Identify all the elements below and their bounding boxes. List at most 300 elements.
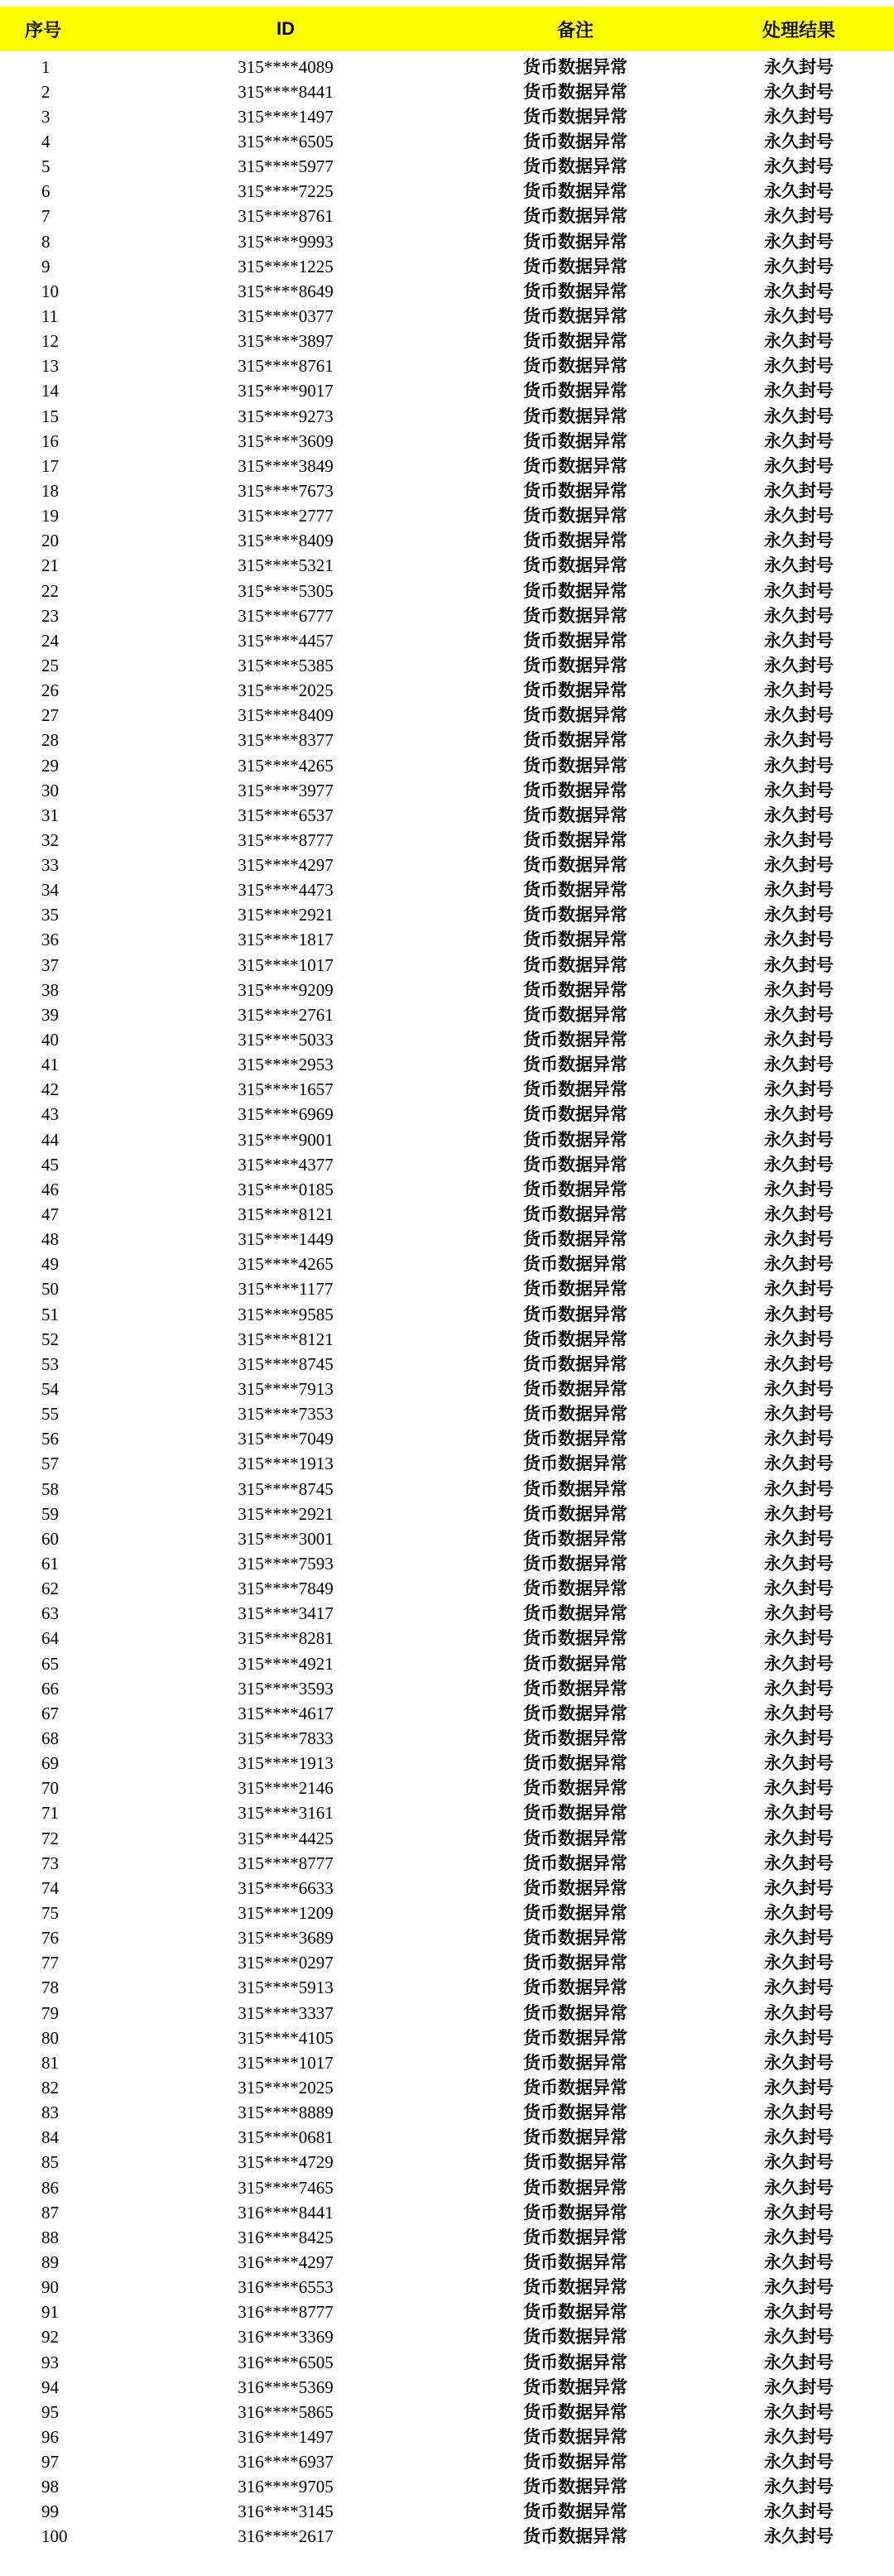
row-id: 315****1657 bbox=[238, 1079, 334, 1100]
table-row bbox=[0, 2525, 894, 2550]
row-number: 83 bbox=[41, 2103, 59, 2123]
row-result: 永久封号 bbox=[764, 1104, 834, 1125]
row-number: 25 bbox=[41, 655, 59, 675]
row-number: 47 bbox=[41, 1204, 59, 1225]
row-result: 永久封号 bbox=[764, 1877, 834, 1898]
row-number: 62 bbox=[41, 1579, 59, 1599]
table-row bbox=[0, 304, 894, 329]
row-id: 315****0185 bbox=[238, 1179, 334, 1199]
row-id: 315****8409 bbox=[238, 705, 334, 726]
table-row bbox=[0, 1027, 894, 1052]
table-row bbox=[0, 2075, 894, 2100]
row-result: 永久封号 bbox=[764, 305, 834, 326]
row-note: 货币数据异常 bbox=[523, 231, 627, 252]
table-row bbox=[0, 1152, 894, 1177]
table-row bbox=[0, 1502, 894, 1526]
row-note: 货币数据异常 bbox=[523, 1004, 627, 1025]
row-number: 86 bbox=[41, 2177, 59, 2198]
row-result: 永久封号 bbox=[764, 56, 834, 77]
row-note: 货币数据异常 bbox=[523, 880, 627, 901]
row-note: 货币数据异常 bbox=[523, 1079, 627, 1100]
table-row bbox=[0, 2101, 894, 2126]
row-result: 永久封号 bbox=[764, 1304, 834, 1324]
row-id: 315****1497 bbox=[238, 106, 334, 127]
row-result: 永久封号 bbox=[764, 2027, 834, 2048]
row-note: 货币数据异常 bbox=[523, 356, 627, 377]
row-result: 永久封号 bbox=[764, 206, 834, 227]
row-number: 30 bbox=[41, 780, 59, 800]
table-row bbox=[0, 1826, 894, 1851]
row-number: 72 bbox=[41, 1828, 59, 1848]
row-note: 货币数据异常 bbox=[523, 1853, 627, 1873]
row-note: 货币数据异常 bbox=[523, 1753, 627, 1774]
row-note: 货币数据异常 bbox=[523, 156, 627, 177]
table-row bbox=[0, 329, 894, 354]
row-number: 87 bbox=[41, 2202, 59, 2223]
row-result: 永久封号 bbox=[764, 531, 834, 551]
row-id: 315****9585 bbox=[238, 1304, 334, 1324]
row-number: 18 bbox=[41, 480, 59, 501]
row-note: 货币数据异常 bbox=[523, 1603, 627, 1624]
row-note: 货币数据异常 bbox=[523, 555, 627, 576]
row-result: 永久封号 bbox=[764, 2352, 834, 2372]
row-number: 64 bbox=[41, 1628, 59, 1649]
table-row bbox=[0, 2001, 894, 2026]
table-row bbox=[0, 1427, 894, 1452]
row-result: 永久封号 bbox=[764, 2377, 834, 2397]
row-number: 93 bbox=[41, 2352, 59, 2372]
row-number: 58 bbox=[41, 1478, 59, 1499]
row-id: 315****3897 bbox=[238, 331, 334, 352]
row-id: 315****4105 bbox=[238, 2027, 334, 2048]
row-note: 货币数据异常 bbox=[523, 1154, 627, 1175]
row-number: 16 bbox=[41, 430, 59, 451]
row-id: 315****4457 bbox=[238, 630, 334, 651]
row-id: 315****8889 bbox=[238, 2103, 334, 2123]
row-id: 316****5369 bbox=[238, 2377, 334, 2397]
row-number: 66 bbox=[41, 1678, 59, 1699]
row-number: 54 bbox=[41, 1379, 59, 1400]
row-note: 货币数据异常 bbox=[523, 1429, 627, 1449]
header-id: ID bbox=[276, 18, 295, 39]
row-result: 永久封号 bbox=[764, 1953, 834, 1973]
row-id: 316****4297 bbox=[238, 2252, 334, 2272]
table-row bbox=[0, 1651, 894, 1676]
table-row bbox=[0, 354, 894, 379]
row-id: 315****5321 bbox=[238, 555, 334, 576]
row-id: 315****9273 bbox=[238, 406, 334, 426]
table-row bbox=[0, 254, 894, 279]
table-row bbox=[0, 2026, 894, 2050]
row-result: 永久封号 bbox=[764, 1478, 834, 1499]
row-id: 315****5305 bbox=[238, 580, 334, 601]
row-id: 315****1817 bbox=[238, 930, 334, 950]
row-id: 315****8121 bbox=[238, 1204, 334, 1225]
table-row bbox=[0, 978, 894, 1002]
row-result: 永久封号 bbox=[764, 1653, 834, 1674]
row-note: 货币数据异常 bbox=[523, 1803, 627, 1824]
row-number: 44 bbox=[41, 1129, 59, 1150]
row-id: 316****9705 bbox=[238, 2477, 334, 2497]
row-number: 6 bbox=[41, 181, 50, 202]
row-note: 货币数据异常 bbox=[523, 181, 627, 202]
row-result: 永久封号 bbox=[764, 580, 834, 601]
row-number: 39 bbox=[41, 1004, 59, 1025]
row-note: 货币数据异常 bbox=[523, 1728, 627, 1748]
row-id: 315****4473 bbox=[238, 880, 334, 901]
row-result: 永久封号 bbox=[764, 1254, 834, 1275]
row-number: 15 bbox=[41, 406, 59, 426]
table-row bbox=[0, 1103, 894, 1127]
table-row bbox=[0, 679, 894, 704]
row-id: 315****2146 bbox=[238, 1778, 334, 1799]
table-row bbox=[0, 2350, 894, 2375]
row-id: 316****6553 bbox=[238, 2277, 334, 2298]
row-note: 货币数据异常 bbox=[523, 1030, 627, 1050]
row-note: 货币数据异常 bbox=[523, 1478, 627, 1499]
row-result: 永久封号 bbox=[764, 1179, 834, 1199]
table-row bbox=[0, 2050, 894, 2075]
row-note: 货币数据异常 bbox=[523, 1703, 627, 1723]
row-number: 37 bbox=[41, 954, 59, 975]
table-row bbox=[0, 1901, 894, 1925]
table-row bbox=[0, 1926, 894, 1951]
row-id: 315****6777 bbox=[238, 605, 334, 626]
row-result: 永久封号 bbox=[764, 954, 834, 975]
row-note: 货币数据异常 bbox=[523, 1353, 627, 1374]
table-row bbox=[0, 953, 894, 978]
row-id: 315****5977 bbox=[238, 156, 334, 177]
row-number: 76 bbox=[41, 1928, 59, 1949]
table-row bbox=[0, 828, 894, 853]
row-note: 货币数据异常 bbox=[523, 1129, 627, 1150]
row-result: 永久封号 bbox=[764, 1554, 834, 1574]
row-note: 货币数据异常 bbox=[523, 1628, 627, 1649]
row-number: 57 bbox=[41, 1454, 59, 1474]
row-id: 315****2761 bbox=[238, 1004, 334, 1025]
row-number: 92 bbox=[41, 2327, 59, 2348]
row-number: 19 bbox=[41, 506, 59, 526]
table-row bbox=[0, 2151, 894, 2175]
row-result: 永久封号 bbox=[764, 930, 834, 950]
row-id: 315****7353 bbox=[238, 1404, 334, 1425]
row-id: 315****7849 bbox=[238, 1579, 334, 1599]
row-id: 315****8761 bbox=[238, 206, 334, 227]
row-number: 4 bbox=[41, 131, 50, 151]
row-id: 316****8441 bbox=[238, 2202, 334, 2223]
row-result: 永久封号 bbox=[764, 2152, 834, 2173]
row-note: 货币数据异常 bbox=[523, 1254, 627, 1275]
row-id: 315****6537 bbox=[238, 805, 334, 825]
row-result: 永久封号 bbox=[764, 829, 834, 850]
table-row bbox=[0, 1277, 894, 1302]
row-id: 315****3977 bbox=[238, 780, 334, 800]
row-number: 22 bbox=[41, 580, 59, 601]
row-id: 315****2025 bbox=[238, 2077, 334, 2098]
row-id: 315****7049 bbox=[238, 1429, 334, 1449]
table-row bbox=[0, 2325, 894, 2350]
table-row bbox=[0, 1377, 894, 1401]
row-id: 315****1017 bbox=[238, 2052, 334, 2073]
row-result: 永久封号 bbox=[764, 705, 834, 726]
table-body bbox=[0, 55, 894, 2550]
header-number: 序号 bbox=[25, 19, 62, 41]
table-row bbox=[0, 1976, 894, 2001]
row-number: 29 bbox=[41, 755, 59, 776]
row-number: 75 bbox=[41, 1902, 59, 1923]
row-number: 67 bbox=[41, 1703, 59, 1723]
row-result: 永久封号 bbox=[764, 81, 834, 102]
row-id: 315****3337 bbox=[238, 2002, 334, 2023]
row-id: 315****3689 bbox=[238, 1928, 334, 1949]
row-result: 永久封号 bbox=[764, 2327, 834, 2348]
row-result: 永久封号 bbox=[764, 805, 834, 825]
row-number: 23 bbox=[41, 605, 59, 626]
row-result: 永久封号 bbox=[764, 1154, 834, 1175]
table-row bbox=[0, 753, 894, 778]
row-number: 94 bbox=[41, 2377, 59, 2397]
row-result: 永久封号 bbox=[764, 506, 834, 526]
row-result: 永久封号 bbox=[764, 1628, 834, 1649]
row-id: 315****1449 bbox=[238, 1229, 334, 1250]
row-number: 96 bbox=[41, 2426, 59, 2447]
row-number: 69 bbox=[41, 1753, 59, 1774]
table-row bbox=[0, 1676, 894, 1701]
row-number: 88 bbox=[41, 2227, 59, 2247]
row-number: 74 bbox=[41, 1877, 59, 1898]
row-id: 315****9001 bbox=[238, 1129, 334, 1150]
row-result: 永久封号 bbox=[764, 381, 834, 401]
row-id: 315****3001 bbox=[238, 1528, 334, 1549]
row-result: 永久封号 bbox=[764, 630, 834, 651]
row-number: 43 bbox=[41, 1104, 59, 1125]
row-result: 永久封号 bbox=[764, 1678, 834, 1699]
row-result: 永久封号 bbox=[764, 1902, 834, 1923]
row-id: 315****3161 bbox=[238, 1803, 334, 1824]
row-number: 46 bbox=[41, 1179, 59, 1199]
row-note: 货币数据异常 bbox=[523, 2277, 627, 2298]
row-id: 315****7913 bbox=[238, 1379, 334, 1400]
table-row bbox=[0, 180, 894, 204]
row-note: 货币数据异常 bbox=[523, 805, 627, 825]
table-row bbox=[0, 1577, 894, 1602]
row-note: 货币数据异常 bbox=[523, 455, 627, 476]
table-row bbox=[0, 1801, 894, 1826]
row-number: 41 bbox=[41, 1055, 59, 1075]
table-row bbox=[0, 704, 894, 728]
table-row bbox=[0, 2225, 894, 2250]
row-note: 货币数据异常 bbox=[523, 531, 627, 551]
row-number: 80 bbox=[41, 2027, 59, 2048]
row-id: 315****4921 bbox=[238, 1653, 334, 1674]
row-number: 34 bbox=[41, 880, 59, 901]
row-note: 货币数据异常 bbox=[523, 1329, 627, 1349]
table-row bbox=[0, 2375, 894, 2400]
row-result: 永久封号 bbox=[764, 455, 834, 476]
row-note: 货币数据异常 bbox=[523, 106, 627, 127]
row-result: 永久封号 bbox=[764, 1828, 834, 1848]
row-number: 14 bbox=[41, 381, 59, 401]
row-result: 永久封号 bbox=[764, 905, 834, 925]
row-number: 85 bbox=[41, 2152, 59, 2173]
table-row bbox=[0, 279, 894, 304]
table-row bbox=[0, 229, 894, 254]
table-row bbox=[0, 1053, 894, 1078]
row-result: 永久封号 bbox=[764, 356, 834, 377]
row-result: 永久封号 bbox=[764, 1528, 834, 1549]
table-row bbox=[0, 803, 894, 828]
row-id: 315****7833 bbox=[238, 1728, 334, 1748]
row-note: 货币数据异常 bbox=[523, 206, 627, 227]
row-number: 38 bbox=[41, 979, 59, 1000]
row-note: 货币数据异常 bbox=[523, 1204, 627, 1225]
row-id: 315****8777 bbox=[238, 829, 334, 850]
row-note: 货币数据异常 bbox=[523, 2152, 627, 2173]
row-note: 货币数据异常 bbox=[523, 2027, 627, 2048]
row-result: 永久封号 bbox=[764, 1279, 834, 1300]
row-number: 98 bbox=[41, 2477, 59, 2497]
row-id: 316****1497 bbox=[238, 2426, 334, 2447]
row-id: 315****9993 bbox=[238, 231, 334, 252]
row-number: 32 bbox=[41, 829, 59, 850]
row-note: 货币数据异常 bbox=[523, 2352, 627, 2372]
row-result: 永久封号 bbox=[764, 331, 834, 352]
row-result: 永久封号 bbox=[764, 106, 834, 127]
table-row bbox=[0, 2175, 894, 2200]
row-number: 13 bbox=[41, 356, 59, 377]
row-result: 永久封号 bbox=[764, 1329, 834, 1349]
row-id: 315****1225 bbox=[238, 256, 334, 276]
row-result: 永久封号 bbox=[764, 1778, 834, 1799]
row-result: 永久封号 bbox=[764, 1753, 834, 1774]
row-number: 51 bbox=[41, 1304, 59, 1324]
row-note: 货币数据异常 bbox=[523, 506, 627, 526]
row-result: 永久封号 bbox=[764, 2526, 834, 2547]
row-number: 1 bbox=[41, 56, 50, 77]
row-note: 货币数据异常 bbox=[523, 1653, 627, 1674]
row-number: 77 bbox=[41, 1953, 59, 1973]
row-note: 货币数据异常 bbox=[523, 730, 627, 751]
table-row bbox=[0, 554, 894, 579]
row-note: 货币数据异常 bbox=[523, 430, 627, 451]
header-note: 备注 bbox=[556, 19, 594, 41]
row-note: 货币数据异常 bbox=[523, 954, 627, 975]
table-row bbox=[0, 579, 894, 603]
table-row bbox=[0, 1876, 894, 1901]
table-row bbox=[0, 1752, 894, 1776]
row-result: 永久封号 bbox=[764, 1454, 834, 1474]
row-id: 315****8121 bbox=[238, 1329, 334, 1349]
row-result: 永久封号 bbox=[764, 281, 834, 301]
row-number: 82 bbox=[41, 2077, 59, 2098]
row-id: 315****0297 bbox=[238, 1953, 334, 1973]
row-number: 8 bbox=[41, 231, 50, 252]
table-row bbox=[0, 478, 894, 503]
row-id: 316****5865 bbox=[238, 2401, 334, 2422]
row-result: 永久封号 bbox=[764, 2002, 834, 2023]
row-note: 货币数据异常 bbox=[523, 1229, 627, 1250]
row-number: 79 bbox=[41, 2002, 59, 2023]
row-note: 货币数据异常 bbox=[523, 2401, 627, 2422]
table-row bbox=[0, 2400, 894, 2425]
table-row bbox=[0, 1477, 894, 1502]
row-note: 货币数据异常 bbox=[523, 1978, 627, 1998]
row-result: 永久封号 bbox=[764, 1079, 834, 1100]
row-note: 货币数据异常 bbox=[523, 406, 627, 426]
table-row bbox=[0, 1228, 894, 1252]
row-number: 48 bbox=[41, 1229, 59, 1250]
row-result: 永久封号 bbox=[764, 1928, 834, 1949]
row-result: 永久封号 bbox=[764, 1703, 834, 1723]
row-note: 货币数据异常 bbox=[523, 2077, 627, 2098]
row-note: 货币数据异常 bbox=[523, 1877, 627, 1898]
row-id: 315****0681 bbox=[238, 2127, 334, 2148]
row-result: 永久封号 bbox=[764, 2426, 834, 2447]
row-number: 71 bbox=[41, 1803, 59, 1824]
table-row bbox=[0, 778, 894, 803]
table-row bbox=[0, 1327, 894, 1352]
row-number: 99 bbox=[41, 2502, 59, 2522]
row-number: 95 bbox=[41, 2401, 59, 2422]
row-note: 货币数据异常 bbox=[523, 1528, 627, 1549]
row-id: 315****1017 bbox=[238, 954, 334, 975]
table-row bbox=[0, 155, 894, 180]
row-note: 货币数据异常 bbox=[523, 1304, 627, 1324]
row-note: 货币数据异常 bbox=[523, 1928, 627, 1949]
row-number: 35 bbox=[41, 905, 59, 925]
table-row bbox=[0, 1452, 894, 1477]
table-row bbox=[0, 1402, 894, 1427]
row-number: 3 bbox=[41, 106, 50, 127]
row-result: 永久封号 bbox=[764, 1978, 834, 1998]
row-number: 61 bbox=[41, 1554, 59, 1574]
row-note: 货币数据异常 bbox=[523, 2327, 627, 2348]
row-note: 货币数据异常 bbox=[523, 930, 627, 950]
row-result: 永久封号 bbox=[764, 680, 834, 701]
row-note: 货币数据异常 bbox=[523, 2227, 627, 2247]
row-number: 2 bbox=[41, 81, 50, 102]
table-row bbox=[0, 454, 894, 478]
table-row bbox=[0, 1177, 894, 1202]
table-row bbox=[0, 853, 894, 878]
row-number: 27 bbox=[41, 705, 59, 726]
row-result: 永久封号 bbox=[764, 2202, 834, 2223]
row-note: 货币数据异常 bbox=[523, 1404, 627, 1425]
row-result: 永久封号 bbox=[764, 605, 834, 626]
row-result: 永久封号 bbox=[764, 2502, 834, 2522]
row-id: 315****8441 bbox=[238, 81, 334, 102]
row-result: 永久封号 bbox=[764, 1503, 834, 1524]
table-row bbox=[0, 653, 894, 678]
row-result: 永久封号 bbox=[764, 880, 834, 901]
row-number: 9 bbox=[41, 256, 50, 276]
row-result: 永久封号 bbox=[764, 2077, 834, 2098]
row-note: 货币数据异常 bbox=[523, 2302, 627, 2323]
row-number: 78 bbox=[41, 1978, 59, 1998]
row-note: 货币数据异常 bbox=[523, 1828, 627, 1848]
table-row bbox=[0, 79, 894, 104]
table-row bbox=[0, 603, 894, 628]
row-number: 55 bbox=[41, 1404, 59, 1425]
table-row bbox=[0, 2500, 894, 2525]
row-result: 永久封号 bbox=[764, 2227, 834, 2247]
row-result: 永久封号 bbox=[764, 1129, 834, 1150]
row-note: 货币数据异常 bbox=[523, 1579, 627, 1599]
row-note: 货币数据异常 bbox=[523, 256, 627, 276]
row-result: 永久封号 bbox=[764, 2252, 834, 2272]
table-row bbox=[0, 1202, 894, 1227]
table-row bbox=[0, 2126, 894, 2151]
